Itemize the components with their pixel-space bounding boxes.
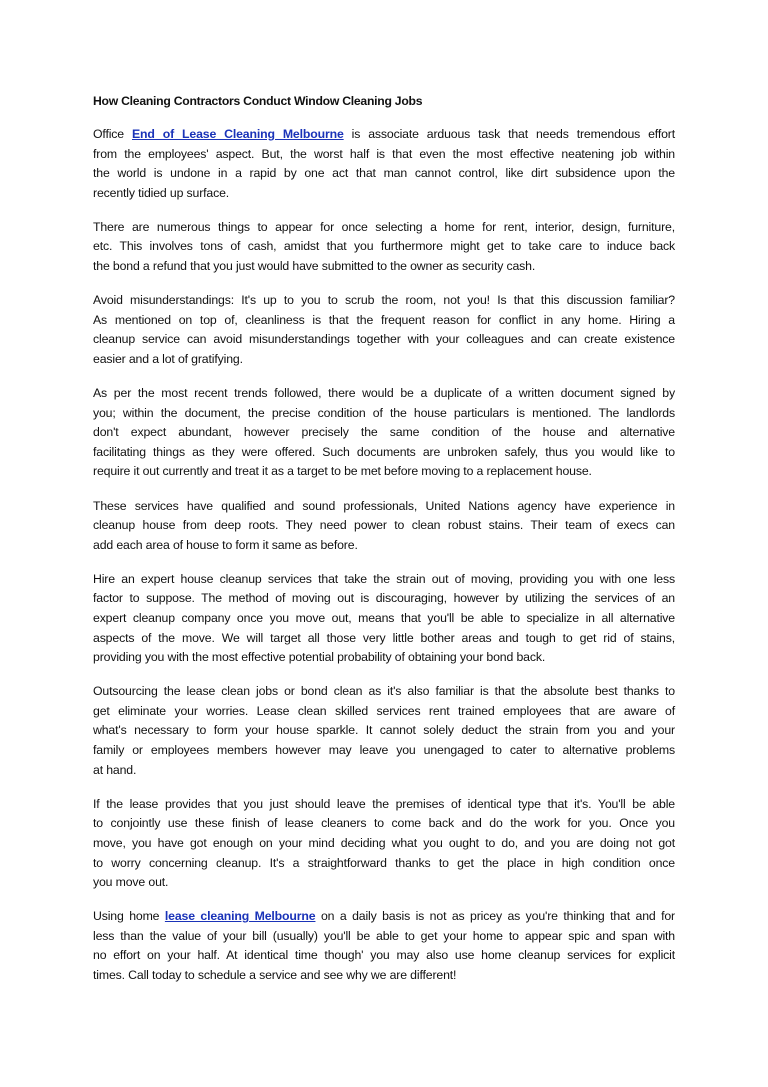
text-segment: is associate arduous task that needs tremendous effort [343,127,676,141]
document-body [93,125,675,986]
text-line: easier and a lot of gratifying. [93,351,243,366]
text-line: get eliminate your worries. Lease clean skilled services rent trained employees that are aware of [93,703,675,718]
text-line: Avoid misunderstandings: It's up to you to scrub the room, not you! Is that this discussion familiar? [93,293,675,308]
text-line: factor to suppose. The method of moving out is discouraging, however by utilizing the services of an [93,591,675,606]
text-line: aspects of the move. We will target all those very little bother areas and tough to get rid of stains, [93,630,675,645]
text-line: at hand. [93,762,137,777]
text-line: If the lease provides that you just should leave the premises of identical type that it's. You'll be able [93,796,675,811]
text-line: the bond a refund that you just would have submitted to the owner as security cash. [93,259,536,274]
text-line: add each area of house to form it same as before. [93,537,358,552]
text-line: times. Call today to schedule a service and see why we are different! [93,967,457,982]
text-line: no effort on your half. At identical time though' you may also use home cleanup services for explicit [93,948,675,963]
text-line: to conjointly use these finish of lease cleaners to come back and do the work for you. Once you [93,816,675,831]
text-line: you move out. [93,875,169,890]
text-line: the world is undone in a rapid by one act that man cannot control, like dirt subsidence upon the [93,166,675,181]
text-line: etc. This involves tons of cash, amidst that you furthermore might get to take care to induce back [93,239,675,254]
hyperlink[interactable]: End of Lease Cleaning Melbourne [131,127,344,141]
paragraph [93,682,675,780]
text-line: Outsourcing the lease clean jobs or bond clean as it's also familiar is that the absolute best thanks to [93,684,675,699]
text-segment: Office [93,127,132,141]
text-line: expert cleanup company once you move out, means that you'll be able to specialize in all alternative [93,610,675,625]
text-line: Hire an expert house cleanup services that take the strain out of moving, providing you with one less [93,571,675,586]
text-line: don't expect abundant, however precisely the same condition of the house and alternative [93,425,675,440]
paragraph [93,497,675,556]
paragraph [93,384,675,482]
text-line: require it out currently and treat it as a target to be met before moving to a replacement house. [93,464,592,479]
text-line: cleanup house from deep roots. They need power to clean robust stains. Their team of execs can [93,518,675,533]
hyperlink[interactable]: lease cleaning Melbourne [164,909,316,924]
text-line [93,907,675,927]
text-line: providing you with the most effective potential probability of obtaining your bond back. [93,650,546,665]
text-segment: on a daily basis is not as pricey as you're thinking that and for [315,909,675,924]
paragraph [93,570,675,668]
text-line: These services have qualified and sound professionals, United Nations agency have experience in [93,498,675,513]
text-line: from the employees' aspect. But, the worst half is that even the most effective neatening job within [93,146,675,161]
text-line: what's necessary to form your house sparkle. It cannot solely deduct the strain from you and your [93,723,675,738]
text-line: less than the value of your bill (usually) you'll be able to get your home to appear spic and span with [93,928,675,943]
text-line: to worry concerning cleanup. It's a straightforward thanks to get the place in high condition once [93,855,675,870]
paragraph [93,291,675,369]
text-line: facilitating things as they were offered. Such documents are unbroken safely, thus you would like to [93,444,675,459]
text-line: move, you have got enough on your mind deciding what you ought to do, and you are doing not got [93,835,675,850]
text-line [93,125,675,145]
text-line: As mentioned on top of, cleanliness is that the frequent reason for conflict in any home. Hiring a [93,312,675,327]
paragraph [93,125,675,203]
text-line: As per the most recent trends followed, there would be a duplicate of a written document signed by [93,386,675,401]
paragraph [93,795,675,893]
text-line: recently tidied up surface. [93,185,230,200]
paragraph [93,907,675,985]
text-line: you; within the document, the precise condition of the house particulars is mentioned. The landlords [93,405,675,420]
paragraph [93,218,675,277]
document-title: How Cleaning Contractors Conduct Window Cleaning Jobs [93,94,423,108]
text-line: family or employees members however may leave you unengaged to cater to alternative problems [93,743,675,758]
text-line: cleanup service can avoid misunderstandings together with your colleagues and can create existence [93,332,675,347]
document-page [93,93,675,1000]
text-segment: Using home [93,909,165,924]
text-line: There are numerous things to appear for once selecting a home for rent, interior, design, furniture, [93,219,675,234]
